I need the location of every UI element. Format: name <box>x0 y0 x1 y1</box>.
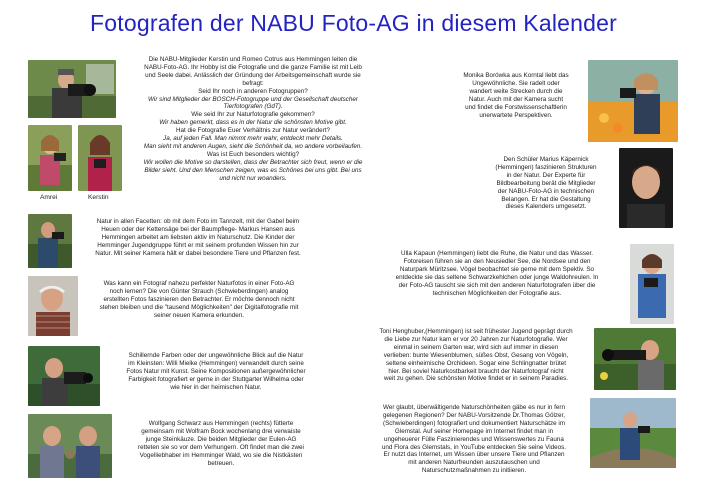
kapernick-line: dieses Kalenders umgesetzt. <box>505 203 587 211</box>
kapaun-line: der Foto-AG tauscht sie sich mit den anderen Naturfotografen über die <box>398 281 596 289</box>
intro-line: Tierfotografen (GdT). <box>223 103 283 111</box>
mielke-line: Fotos Natur mit Kunst. Seine Kompositionen außergewöhnlicher <box>126 367 306 375</box>
strauch-text <box>84 280 314 320</box>
natur-line: Natur in allen Facetten: ob mit dem Foto im Tannzelt, mit der Gabel beim <box>96 218 300 225</box>
kapernick-line: Bildbearbeitung berät die Mitglieder <box>496 179 596 187</box>
mielke-line: im Kleinsten: Willi Mielke (Hemmingen) verwandelt durch seine <box>128 359 304 367</box>
intro-line: Man sieht mit anderen Augen, sieht die Schönheit da, wo andere vorbeilaufen. <box>143 142 363 150</box>
schwarz-text <box>116 420 326 467</box>
intro-line: Wir sind Mitglieder der BOSCH-Fotogruppe und der Gesellschaft deutscher <box>148 95 358 103</box>
kapernick-line: Belangen. Er hat die Gestaltung <box>501 195 591 203</box>
goelzer-line: Naturschutzmaßnahmen zu initiieren. <box>421 467 527 475</box>
page-title: Fotografen der NABU Foto-AG in diesem Kalender <box>90 10 617 36</box>
intro-text <box>122 56 384 183</box>
schwarz-line: Vogelliebhaber im Hemminger Wald, wo sie die Nistkästen <box>139 451 303 459</box>
mielke-text <box>106 352 326 392</box>
kapaun-line: Naturpark Müritzsee. Vögel beobachtet sie gerne mit dem Spektiv. So <box>399 265 595 273</box>
borowka-line: unerwartete Perspektiven. <box>479 111 553 119</box>
kapaun-line: Ulla Kapaun (Hemmingen) liebt die Ruhe, die Natur und das Wasser. <box>401 250 593 257</box>
hansen-text <box>78 218 318 258</box>
goelzer-line: Er nutzt das Internet, um Wissen über unsere Tiere und Pflanzen <box>383 451 565 459</box>
strauch-line: noch lernen? Die von Günter Strauch (Schwieberdingen) analog <box>109 287 289 295</box>
kapernick-line: (Hemmingen) faszinieren Strukturen <box>495 163 597 171</box>
natur-line: Hemmingen arbeitet am liebsten aktiv im Naturschutz. Die Kinder der <box>101 233 295 241</box>
schwarz-line: Wolfgang Schwarz aus Hemmingen (rechts) fütterte <box>148 420 294 427</box>
intro-line: Wie seid Ihr zur Naturfotografie gekommen? <box>191 111 315 119</box>
photographer-photo-schwarz-bock <box>28 414 112 478</box>
borowka-line: und findet die Forstwissenschaftlerin <box>465 103 567 111</box>
natur-line: Hemminger Jugendgruppe führt er mit seinem profunden Wissen hin zur <box>97 241 299 249</box>
henghuber-text <box>360 328 592 383</box>
intro-line: Die NABU-Mitglieder Kerstin und Romeo Cotrus aus Hemmingen leiten die <box>148 56 358 63</box>
kapernick-line: in der Natur. Der Experte für <box>506 171 586 179</box>
borowka-line: wandert weite Strecken durch die <box>469 87 563 95</box>
intro-line: Wir wollen die Motive so darstellen, dass der Betrachter sich freut, wenn er die <box>143 158 363 166</box>
mielke-line: Schillernde Farben oder der ungewöhnliche Blick auf die Natur <box>128 352 304 359</box>
henghuber-line: verlieben: bunte Wiesenblumen, süßes Obst, Gesang von Vögeln, <box>383 351 569 359</box>
goelzer-line: Wer glaubt, überwältigende Naturschönheiten gäbe es nur in fern <box>383 404 565 411</box>
goelzer-line: Glemstal. Auf seiner Homepage im Internet findet man in <box>394 427 554 435</box>
henghuber-line: die Liebe zur Natur kam er vor 20 Jahren zur Naturfotografie. Wer <box>384 335 568 343</box>
mielke-line: Farbigkeit fotografiert er gerne in der Stuttgarter Wilhelma oder <box>128 375 304 383</box>
schwarz-line: retteten sie so vor dem Verhungern. Oft findet man die zwei <box>138 443 304 451</box>
goelzer-line: ungeheuerer Fülle Faszinierendes und Wissenswertes zu Fauna <box>384 435 564 443</box>
borowka-line: Natur. Auch mit der Kamera sucht <box>468 95 564 103</box>
goelzer-line: gelegenen Regionen? Der NABU-Vorsitzende Dr.Thomas Gölzer, <box>382 411 565 419</box>
kapaun-line: Fotoreisen führen sie an den Neusiedler See, die Nordsee und den <box>403 257 591 265</box>
intro-line: Ja, auf jeden Fall. Man nimmt mehr wahr, entdeckt mehr Details. <box>163 135 343 143</box>
natur-line: Natur. Mit seiner Kamera hält er dabei besondere Tiere und Pflanzen fest. <box>95 249 301 257</box>
intro-line: Was ist Euch besonders wichtig? <box>206 150 300 158</box>
kapernick-line: der NABU-Foto-AG in technischen <box>497 187 595 195</box>
kapernick-line: Den Schüler Marius Käpernick <box>503 156 589 163</box>
intro-line: Wir haben gemerkt, dass es in der Natur die schönsten Motive gibt. <box>159 119 347 127</box>
mielke-line: wie hier in der heimischen Natur. <box>170 383 262 391</box>
intro-line: und nicht nur woanders. <box>219 174 287 182</box>
intro-line: und Seele dabei. Anlässlich der Gründung der Arbeitsgemeinschaft wurde sie <box>145 71 361 79</box>
schwarz-line: junge Steinkäuze. Die beiden Mitglieder der Eulen-AG <box>145 435 297 443</box>
photographer-photo-mielke <box>28 346 100 406</box>
photographer-photo-kerstin <box>78 125 122 191</box>
kapaun-line: technischen Möglichkeiten der Fotografie aus. <box>432 289 562 297</box>
henghuber-line: Toni Henghuber,(Hemmingen) ist seit frühester Jugend geprägt durch <box>379 328 573 335</box>
henghuber-line: seltene einheimische Orchideen. Sogar eine Schlingnatter brütet <box>386 359 566 367</box>
photographer-photo-kapaun <box>630 244 674 324</box>
photographer-photo-hansen <box>28 214 72 268</box>
photographer-photo-kapernick <box>619 148 673 228</box>
caption-amrei: Amrei <box>40 194 58 201</box>
kapaun-line: entdeckte sie das seltene Schwarzkehlchen oder junge Waldohreulen. In <box>395 273 599 281</box>
photographer-photo-goelzer <box>590 398 676 468</box>
goelzer-line: und Flora des Glemstals, in YouTube entdecken Sie seine Videos. <box>381 443 567 451</box>
borowka-line: Monika Borówka aus Korntal liebt das <box>463 72 569 79</box>
photographer-photo-henghuber <box>594 328 676 390</box>
strauch-line: Was kann ein Fotograf nahezu perfekter Naturfotos in einer Foto-AG <box>103 280 295 287</box>
intro-line: Hat die Fotografie Euer Verhältnis zur Natur verändert? <box>175 127 330 135</box>
schwarz-line: gemeinsam mit Wolfram Bock wochenlang drei verwaiste <box>141 427 301 435</box>
goelzer-line: mit anderen Naturfreunden auszutauschen und <box>408 459 540 467</box>
henghuber-line: weit zu gehen. Die schönsten Motive findet er in seinem Paradies. <box>383 375 569 383</box>
henghuber-line: hier. Bei soviel Naturkostbarkeit braucht der Naturfotograf nicht <box>388 367 564 375</box>
strauch-line: erstellten Fotos faszinieren den Betrachter. Er möchte dennoch nicht <box>103 295 295 303</box>
goelzer-line: (Schwieberdingen) fotografiert und dokumentiert Naturschätze im <box>382 419 565 427</box>
photographer-photo-borowka <box>588 60 678 142</box>
intro-line: NABU-Foto-AG. Ihr Hobby ist die Fotografie und die ganze Familie ist mit Leib <box>144 63 362 71</box>
photographer-photo-amrei <box>28 125 72 191</box>
photographer-photo-romeo <box>28 60 116 118</box>
intro-line: Seid Ihr noch in anderen Fotogruppen? <box>198 87 308 95</box>
schwarz-line: betreuen. <box>207 459 235 467</box>
kapernick-text <box>476 156 616 211</box>
strauch-line: stehen bleiben und die "tausend Möglichkeiten" der Digitalfotografie mit <box>99 303 299 311</box>
borowka-text <box>446 72 586 119</box>
natur-line: Heuen oder der Kettensäge bei der Baumpflege- Markus Hansen aus <box>101 225 295 233</box>
kapaun-text <box>366 250 628 297</box>
photographer-photo-strauch <box>28 276 78 336</box>
henghuber-line: einmal in seinem Garten war, wird sich auf immer in diesen <box>393 343 559 351</box>
intro-line: befragt: <box>242 79 264 87</box>
caption-kerstin: Kerstin <box>88 194 109 201</box>
intro-line: Bilder sieht. Und den Menschen zeigen, was es Schönes bei uns gibt. Bei uns <box>144 166 362 174</box>
goelzer-text <box>358 404 590 475</box>
borowka-line: Ungewöhnliche. Sie radelt oder <box>472 79 560 87</box>
strauch-line: seiner neuen Kamera erkunden. <box>154 311 244 319</box>
